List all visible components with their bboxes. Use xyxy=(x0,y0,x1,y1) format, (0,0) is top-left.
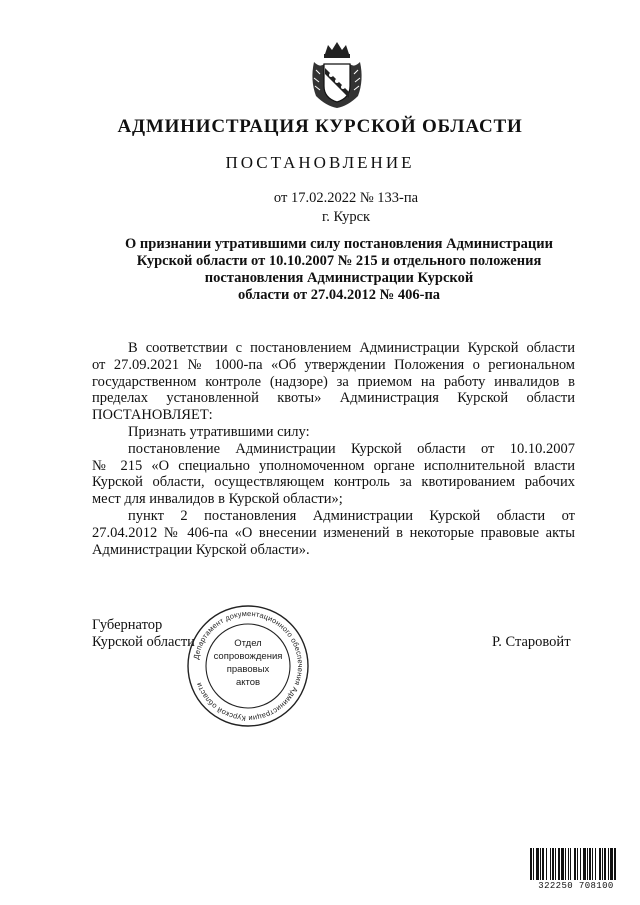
body-line: № 215 «О специально уполномоченном органе исполнительной власти xyxy=(92,457,575,474)
stamp-ring-text: Департамент документационного обеспечения Администрации Курской области xyxy=(191,608,306,724)
signatory-position xyxy=(92,617,195,651)
kursk-coat-of-arms-icon xyxy=(308,40,366,110)
body-line: В соответствии с постановлением Администрации Курской области xyxy=(128,340,575,356)
document-subject xyxy=(100,236,578,304)
subject-line: Курской области от 10.10.2007 № 215 и отдельного положения xyxy=(136,253,542,269)
body-line: Курской области, осуществляющем контроль за квотированием рабочих xyxy=(92,474,575,491)
stamp-line: Отдел xyxy=(234,638,262,649)
stamp-line: сопровождения xyxy=(213,651,283,662)
signatory-position-line: Курской области xyxy=(92,634,195,650)
body-line: государственном контроле (надзоре) за приемом на работу инвалидов в xyxy=(92,373,575,390)
body-line: от 27.09.2021 № 1000-па «Об утверждении Положения о региональном xyxy=(92,356,575,373)
subject-line: постановления Администрации Курской xyxy=(204,270,474,286)
body-line: Признать утратившими силу: xyxy=(128,423,310,440)
stamp-line: правовых xyxy=(226,664,270,675)
document-barcode xyxy=(530,848,622,891)
body-line: пункт 2 постановления Администрации Курской области от xyxy=(128,507,575,524)
stamp-center-text xyxy=(204,637,292,689)
stamp-line: актов xyxy=(235,677,261,688)
subject-line: области от 27.04.2012 № 406-па xyxy=(237,287,441,303)
document-body xyxy=(92,340,575,558)
department-stamp xyxy=(186,604,310,728)
body-line: 27.04.2012 № 406-па «О внесении изменений в некоторые правовые акты xyxy=(92,524,575,541)
body-line: Администрации Курской области». xyxy=(92,541,310,558)
body-line: мест для инвалидов в Курской области»; xyxy=(92,491,343,508)
subject-line: О признании утратившими силу постановления Администрации xyxy=(125,236,553,252)
document-type: ПОСТАНОВЛЕНИЕ xyxy=(225,153,415,172)
body-line: ПОСТАНОВЛЯЕТ: xyxy=(92,407,213,424)
document-date-number: от 17.02.2022 № 133-па xyxy=(273,190,419,206)
body-line: постановление Администрации Курской области от 10.10.2007 xyxy=(128,440,575,457)
body-line: пределах установленной квоты» Администрация Курской области xyxy=(92,390,575,407)
signatory-name: Р. Старовойт xyxy=(492,634,571,650)
organization-title: АДМИНИСТРАЦИЯ КУРСКОЙ ОБЛАСТИ xyxy=(117,116,523,137)
signatory-position-line: Губернатор xyxy=(92,617,163,633)
document-city: г. Курск xyxy=(321,209,371,225)
barcode-bars xyxy=(530,848,622,880)
barcode-number: 322250 708100 xyxy=(538,881,614,891)
